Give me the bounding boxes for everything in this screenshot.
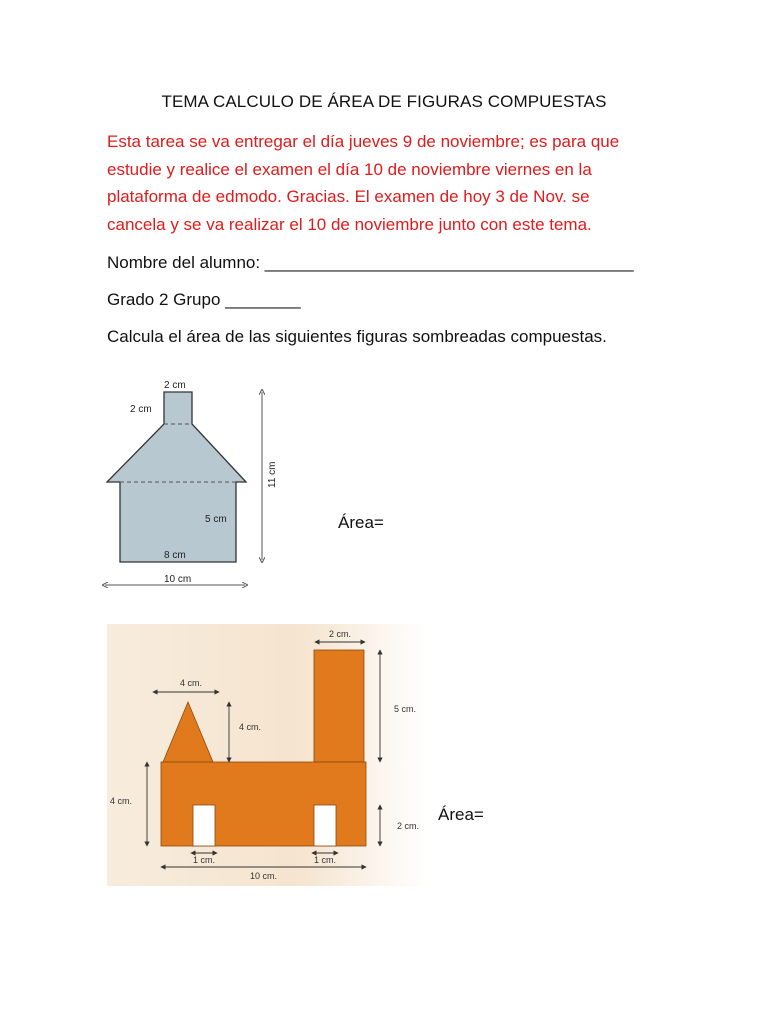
label-door1-width: 1 cm. (193, 855, 216, 865)
label-chimney-width: 2 cm (164, 380, 186, 391)
notice-line: Esta tarea se va entregar el día jueves 9 de noviembre; es para que (107, 132, 620, 151)
label-roof-width: 10 cm (164, 574, 192, 585)
page-title: TEMA CALCULO DE ÁREA DE FIGURAS COMPUESTAS (161, 92, 607, 111)
label-body-width: 8 cm (164, 550, 186, 561)
label-tower-width: 2 cm. (329, 629, 352, 639)
label-body-height: 5 cm (205, 514, 227, 525)
castle-tower (314, 650, 364, 762)
notice-line: cancela y se va realizar el 10 de noviembre junto con este tema. (107, 214, 592, 234)
castle-door-2 (314, 805, 336, 846)
label-door2-width: 1 cm. (314, 855, 337, 865)
notice-line: estudie y realice el examen el día 10 de noviembre viernes en la (107, 159, 592, 179)
castle-figure (107, 624, 427, 886)
label-triangle-base: 4 cm. (180, 678, 203, 688)
grade-group-field[interactable]: Grado 2 Grupo ________ (107, 290, 301, 309)
area-answer-1[interactable]: Área= (338, 513, 384, 532)
castle-door-1 (193, 805, 215, 846)
label-door-height: 2 cm. (397, 821, 420, 831)
notice-paragraph (107, 128, 667, 238)
student-name-field[interactable]: Nombre del alumno: _______________________________________ (107, 253, 634, 272)
castle-background (107, 624, 427, 886)
label-triangle-height: 4 cm. (239, 722, 262, 732)
label-total-height: 11 cm (267, 461, 278, 488)
label-total-width: 10 cm. (250, 871, 278, 881)
instruction-text: Calcula el área de las siguientes figuras sombreadas compuestas. (107, 327, 607, 346)
area-answer-2[interactable]: Área= (438, 805, 484, 824)
notice-line: plataforma de edmodo. Gracias. El examen de hoy 3 de Nov. se (107, 187, 590, 206)
label-body-height: 4 cm. (110, 796, 133, 806)
label-tower-height: 5 cm. (394, 704, 417, 714)
label-chimney-height: 2 cm (130, 404, 152, 415)
house-figure (100, 372, 290, 592)
house-shape (107, 392, 246, 562)
